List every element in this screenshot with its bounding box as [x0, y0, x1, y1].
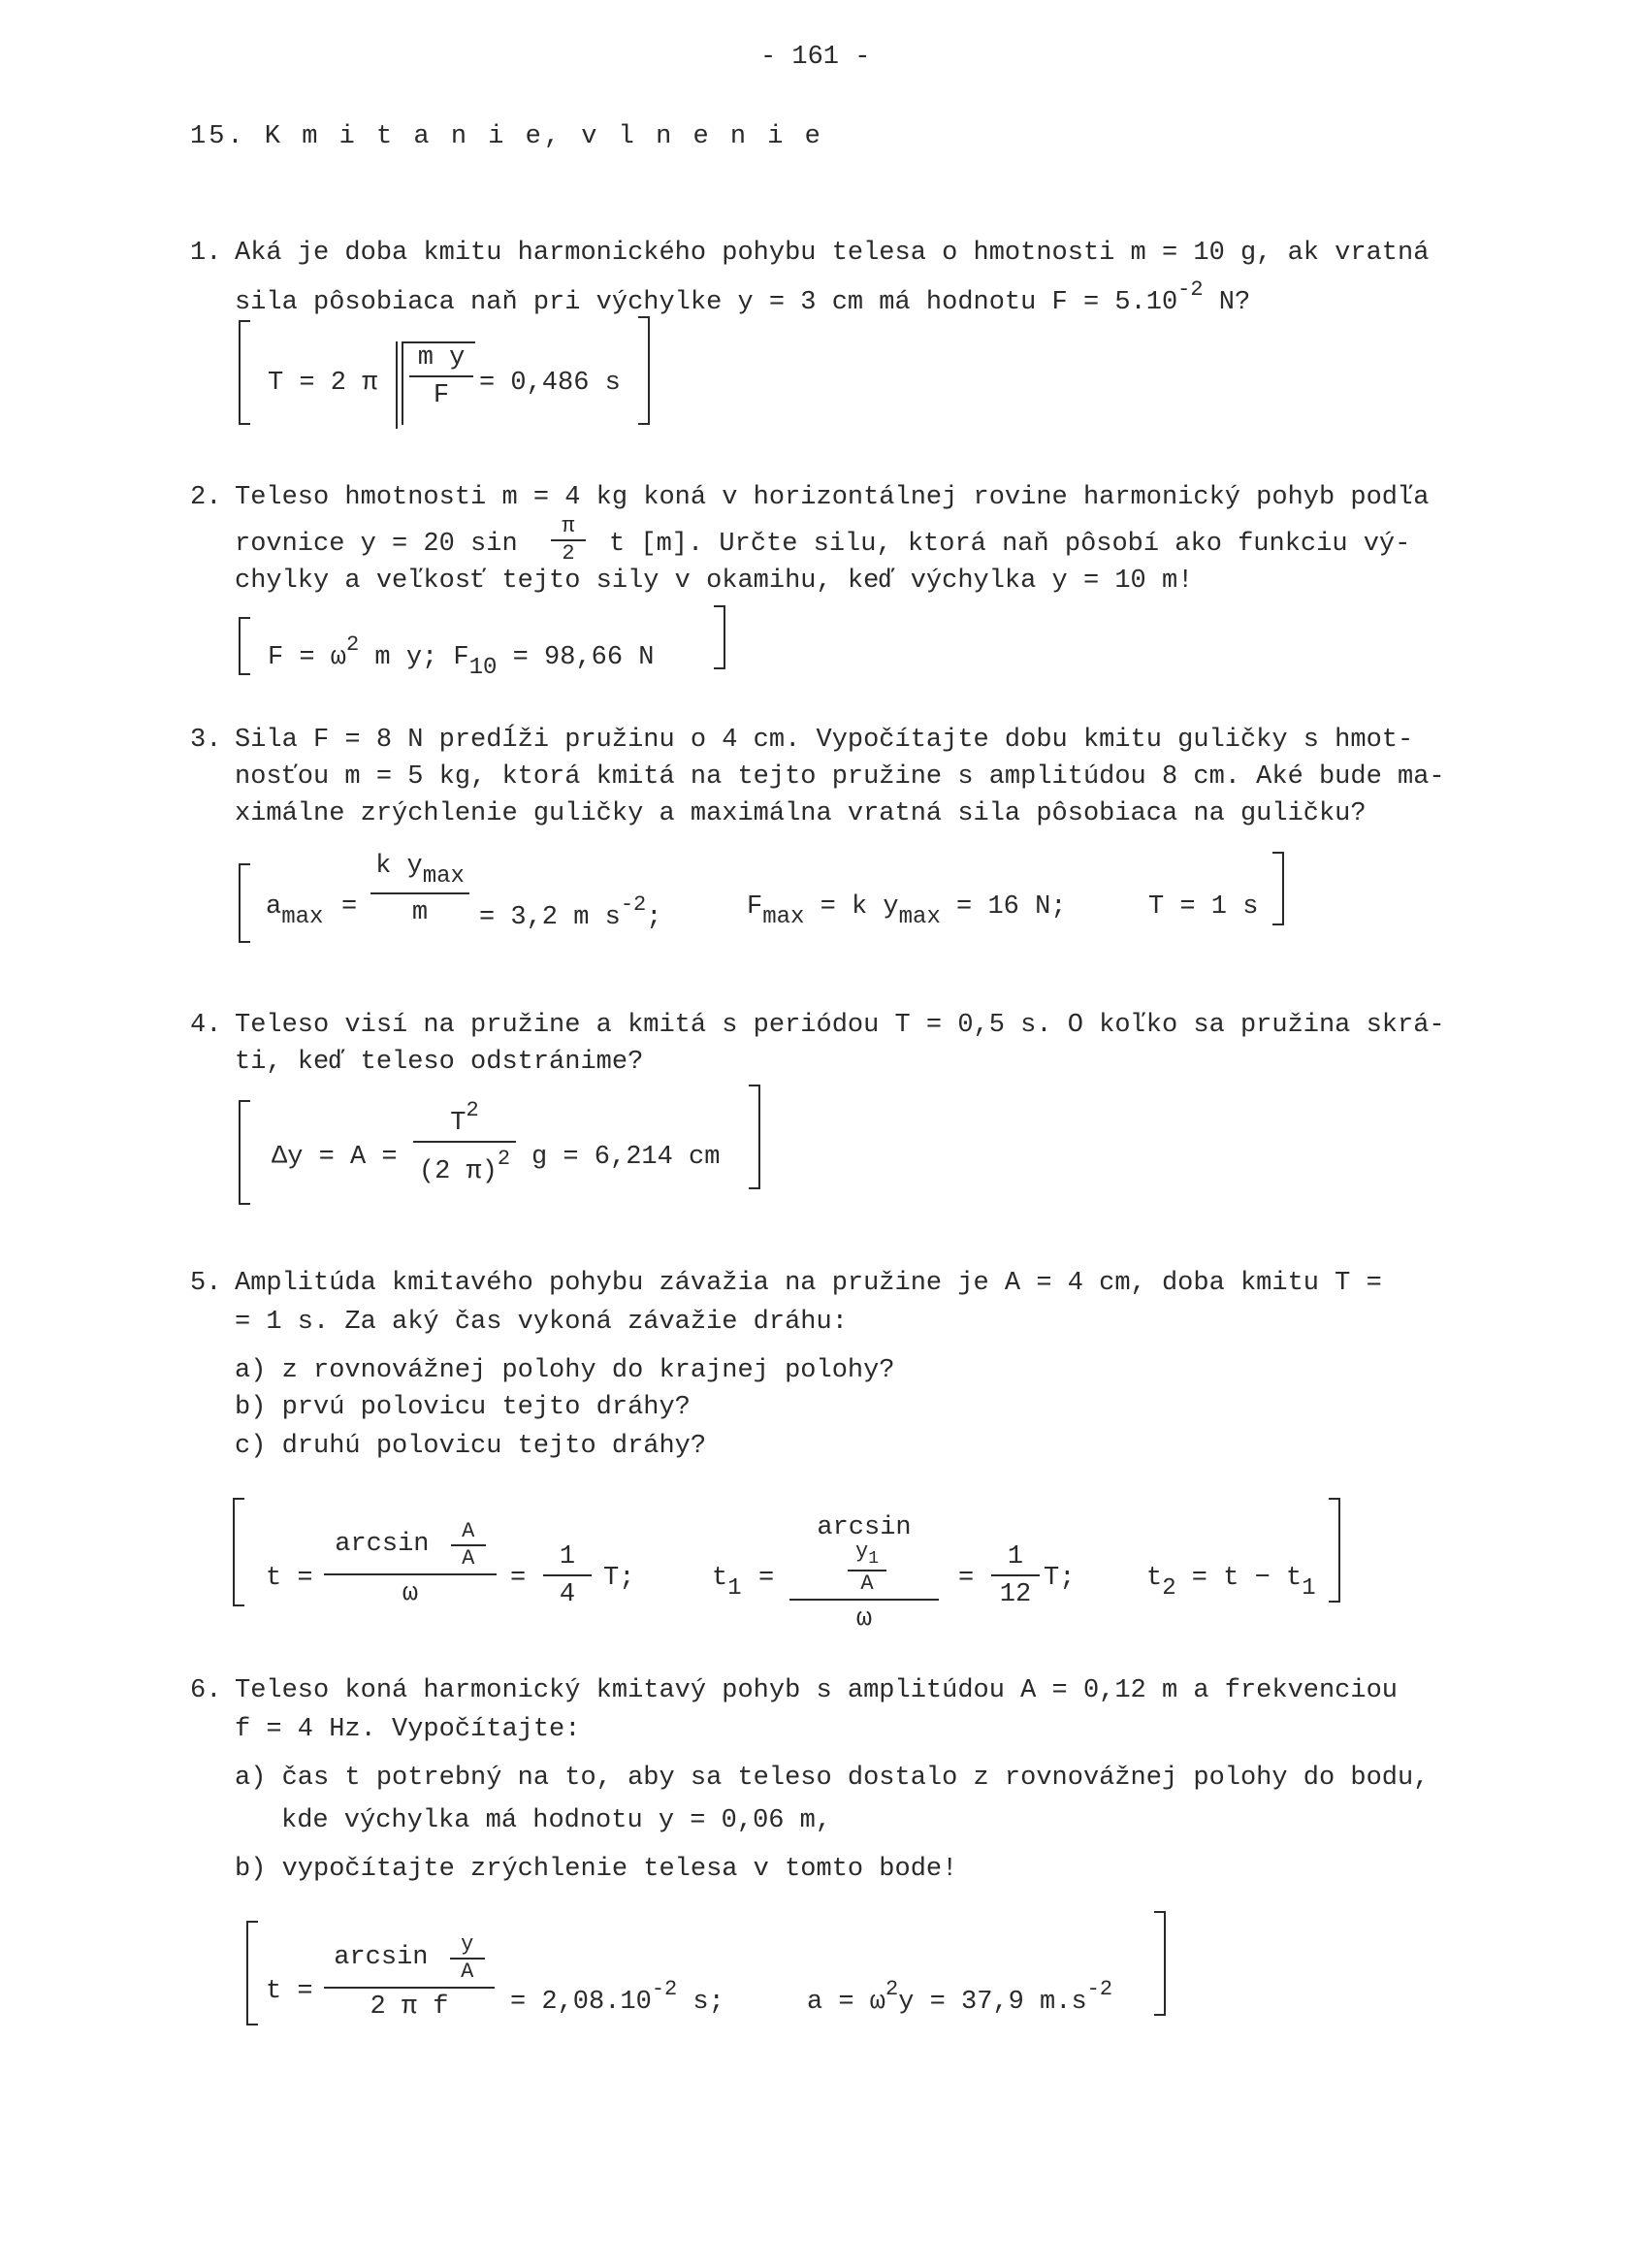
equals-sign: =: [958, 1564, 975, 1593]
fraction: arcsin $\frac{y_1}{A}$ ω: [789, 1515, 939, 1633]
bracket-left: [246, 1921, 258, 2025]
problem-subitem: kde výchylka má hodnotu y = 0,06 m,: [281, 1806, 832, 1835]
page-number: - 161 -: [760, 43, 871, 72]
problem-text-line: Aká je doba kmitu harmonického pohybu telesa o hmotnosti m = 10 g, ak vratná: [235, 239, 1430, 268]
problem-number: 1.: [190, 239, 222, 268]
formula: $F = \omega^2$ m y; F10 = 98,66 N: [268, 632, 655, 681]
formula-rhs: = 0,486 s: [479, 369, 621, 398]
problem-text-line: sila pôsobiaca naň pri výchylke y = 3 cm má hodnotu $F = 5.10^{-2}$ N?: [235, 277, 1251, 317]
formula-rhs: = $2,08.10^{-2}$ s;: [510, 1977, 724, 2017]
formula-lhs: t1: [712, 1564, 742, 1602]
problem-subitem: a) z rovnovážnej polohy do krajnej polohy?: [235, 1356, 895, 1385]
bracket-left: [233, 1498, 244, 1606]
problem-text-line: Amplitúda kmitavého pohybu závažia na pružine je A = 4 cm, doba kmitu T =: [235, 1269, 1382, 1298]
problem-text-line: ximálne zrýchlenie guličky a maximálna vratná sila pôsobiaca na guličku?: [235, 799, 1367, 828]
problem-text-line: Teleso visí na pružine a kmitá s periódou T = 0,5 s. O koľko sa pružina skrá-: [235, 1011, 1445, 1040]
formula-lhs: Δy = A =: [272, 1143, 398, 1172]
problem-number: 6.: [190, 1676, 222, 1705]
formula-rhs: g = 6,214 cm: [531, 1143, 721, 1172]
problem-number: 5.: [190, 1269, 222, 1298]
formula: t2 = t − t1: [1146, 1564, 1316, 1602]
problem-text-line: ti, keď teleso odstránime?: [235, 1048, 644, 1077]
problem-subitem: a) čas t potrebný na to, aby sa teleso dostalo z rovnovážnej polohy do bodu,: [235, 1764, 1430, 1793]
fraction: π 2: [551, 516, 586, 565]
problem-subitem: b) prvú polovicu tejto dráhy?: [235, 1393, 691, 1422]
formula: T = 1 s: [1148, 892, 1259, 922]
problem-text-line: rovnice y = 20 sin: [235, 530, 518, 559]
bracket-left: [239, 1100, 250, 1205]
fraction: $T^2$ (2 π)$^2$: [413, 1100, 516, 1185]
problem-text-line: t [m]. Určte silu, ktorá naň pôsobí ako funkciu vý-: [609, 530, 1411, 559]
bracket-right: [749, 1085, 760, 1189]
problem-text-line: chylky a veľkosť tejto sily v okamihu, keď výchylka y = 10 m!: [235, 567, 1194, 596]
formula: $a = \omega^2y = 37,9$ $m.s^{-2}$: [807, 1977, 1113, 2017]
problem-text-line: Sila F = 8 N predĺži pružinu o 4 cm. Vypočítajte dobu kmitu guličky s hmot-: [235, 726, 1414, 755]
bracket-right: [714, 605, 725, 669]
formula-lhs: t =: [266, 1564, 313, 1593]
bracket-left: [239, 863, 250, 943]
problem-text-line: nosťou m = 5 kg, ktorá kmitá na tejto pružine s amplitúdou 8 cm. Aké bude ma-: [235, 762, 1445, 792]
bracket-right: [638, 316, 650, 425]
problem-number: 4.: [190, 1011, 222, 1040]
problem-subitem: b) vypočítajte zrýchlenie telesa v tomto bode!: [235, 1855, 958, 1884]
problem-text-line: Teleso hmotnosti m = 4 kg koná v horizontálnej rovine harmonický pohyb podľa: [235, 483, 1430, 512]
fraction: arcsin $\frac{A}{A}$ ω: [324, 1521, 497, 1607]
problem-text-line: Teleso koná harmonický kmitavý pohyb s amplitúdou A = 0,12 m a frekvenciou: [235, 1676, 1398, 1705]
problem-number: 2.: [190, 483, 222, 512]
formula: T;: [1044, 1564, 1076, 1593]
fraction: 1 12: [991, 1544, 1040, 1608]
formula-lhs: T = 2 π: [268, 369, 378, 398]
problem-text-line: f = 4 Hz. Vypočítajte:: [235, 1715, 581, 1744]
equals-sign: =: [758, 1564, 775, 1593]
sqrt-sign: [396, 341, 398, 429]
formula: Fmax = k ymax = 16 N;: [747, 892, 1067, 930]
bracket-right: [1272, 852, 1284, 925]
equals-sign: =: [341, 892, 358, 922]
fraction: k ymax m: [370, 854, 469, 926]
bracket-right: [1154, 1911, 1166, 2016]
bracket-left: [239, 320, 250, 425]
fraction: 1 4: [543, 1544, 592, 1608]
bracket-left: [239, 617, 250, 675]
fraction: m y F: [409, 345, 473, 409]
section-title: 15. K m i t a n i e, v l n e n i e: [190, 122, 823, 151]
fraction: $\frac{y}{A}$: [450, 1934, 485, 1983]
problem-text-line: = 1 s. Za aký čas vykoná závažie dráhu:: [235, 1308, 848, 1337]
problem-subitem: c) druhú polovicu tejto dráhy?: [235, 1432, 707, 1461]
equals-sign: =: [510, 1564, 527, 1593]
formula-rhs: = 3,2 m $s^{-2}$;: [479, 892, 662, 932]
fraction: $\frac{A}{A}$: [451, 1521, 486, 1570]
sqrt-sign: [402, 341, 403, 425]
fraction: $\frac{y_1}{A}$: [848, 1541, 886, 1595]
problem-number: 3.: [190, 726, 222, 755]
fraction: arcsin $\frac{y}{A}$ 2 π f: [324, 1934, 495, 2021]
formula: T;: [603, 1564, 635, 1593]
formula-lhs: amax: [266, 892, 324, 930]
bracket-right: [1329, 1498, 1340, 1603]
formula-lhs: t =: [266, 1977, 313, 2006]
